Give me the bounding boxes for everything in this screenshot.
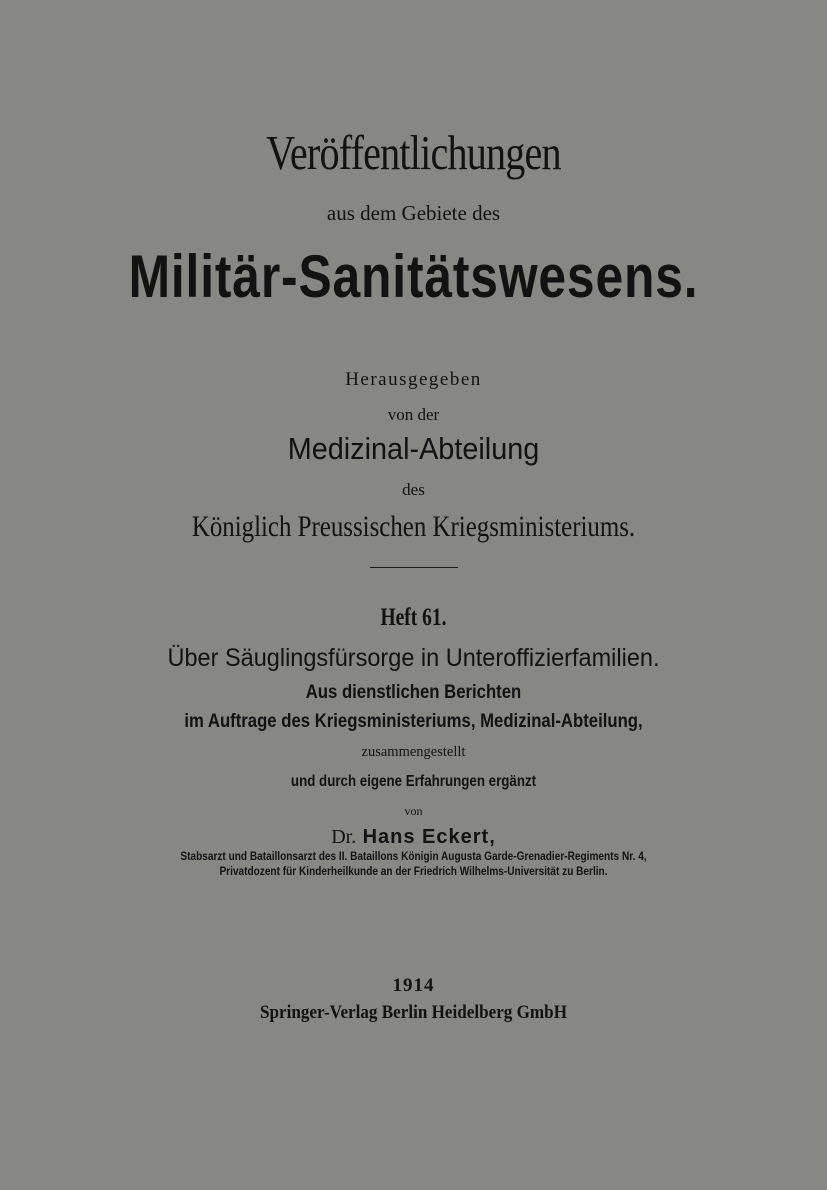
- work-title: Über Säuglingsfürsorge in Unteroffizierfamilien.: [167, 644, 660, 672]
- work-subtitle-1: Aus dienstlichen Berichten: [305, 682, 522, 703]
- author-name: Hans Eckert,: [362, 826, 496, 848]
- issue-number: Heft 61.: [380, 604, 447, 631]
- series-title: Veröffentlichungen: [266, 125, 561, 180]
- editor-name: Medizinal-Abteilung: [287, 431, 540, 466]
- series-subtitle: aus dem Gebiete des: [326, 201, 501, 225]
- author-affiliation-1: Stabsarzt und Bataillonsarzt des II. Bataillons Königin Augusta Garde-Grenadier-Regiments Nr. 4,: [180, 849, 647, 863]
- author-prefix: Dr.: [331, 826, 357, 848]
- by-word: von: [404, 804, 423, 818]
- supplemented-note: und durch eigene Erfahrungen ergänzt: [290, 773, 537, 790]
- editor-des: des: [402, 480, 425, 499]
- editor-ministry: Königlich Preussischen Kriegsministeriums.: [191, 510, 636, 543]
- series-main-title: Militär-Sanitätswesens.: [128, 243, 699, 310]
- editor-intro: Herausgegeben: [345, 369, 482, 390]
- work-subtitle-2: im Auftrage des Kriegsministeriums, Medizinal-Abteilung,: [184, 711, 643, 732]
- editor-von-der: von der: [387, 405, 440, 424]
- publication-year: 1914: [392, 975, 435, 996]
- author-affiliation-2: Privatdozent für Kinderheilkunde an der Friedrich Wilhelms-Universität zu Berlin.: [219, 864, 608, 878]
- compiled-note: zusammengestellt: [361, 744, 466, 760]
- publisher: Springer-Verlag Berlin Heidelberg GmbH: [260, 1002, 567, 1023]
- divider-rule: [370, 567, 458, 568]
- author-line: [0, 826, 827, 847]
